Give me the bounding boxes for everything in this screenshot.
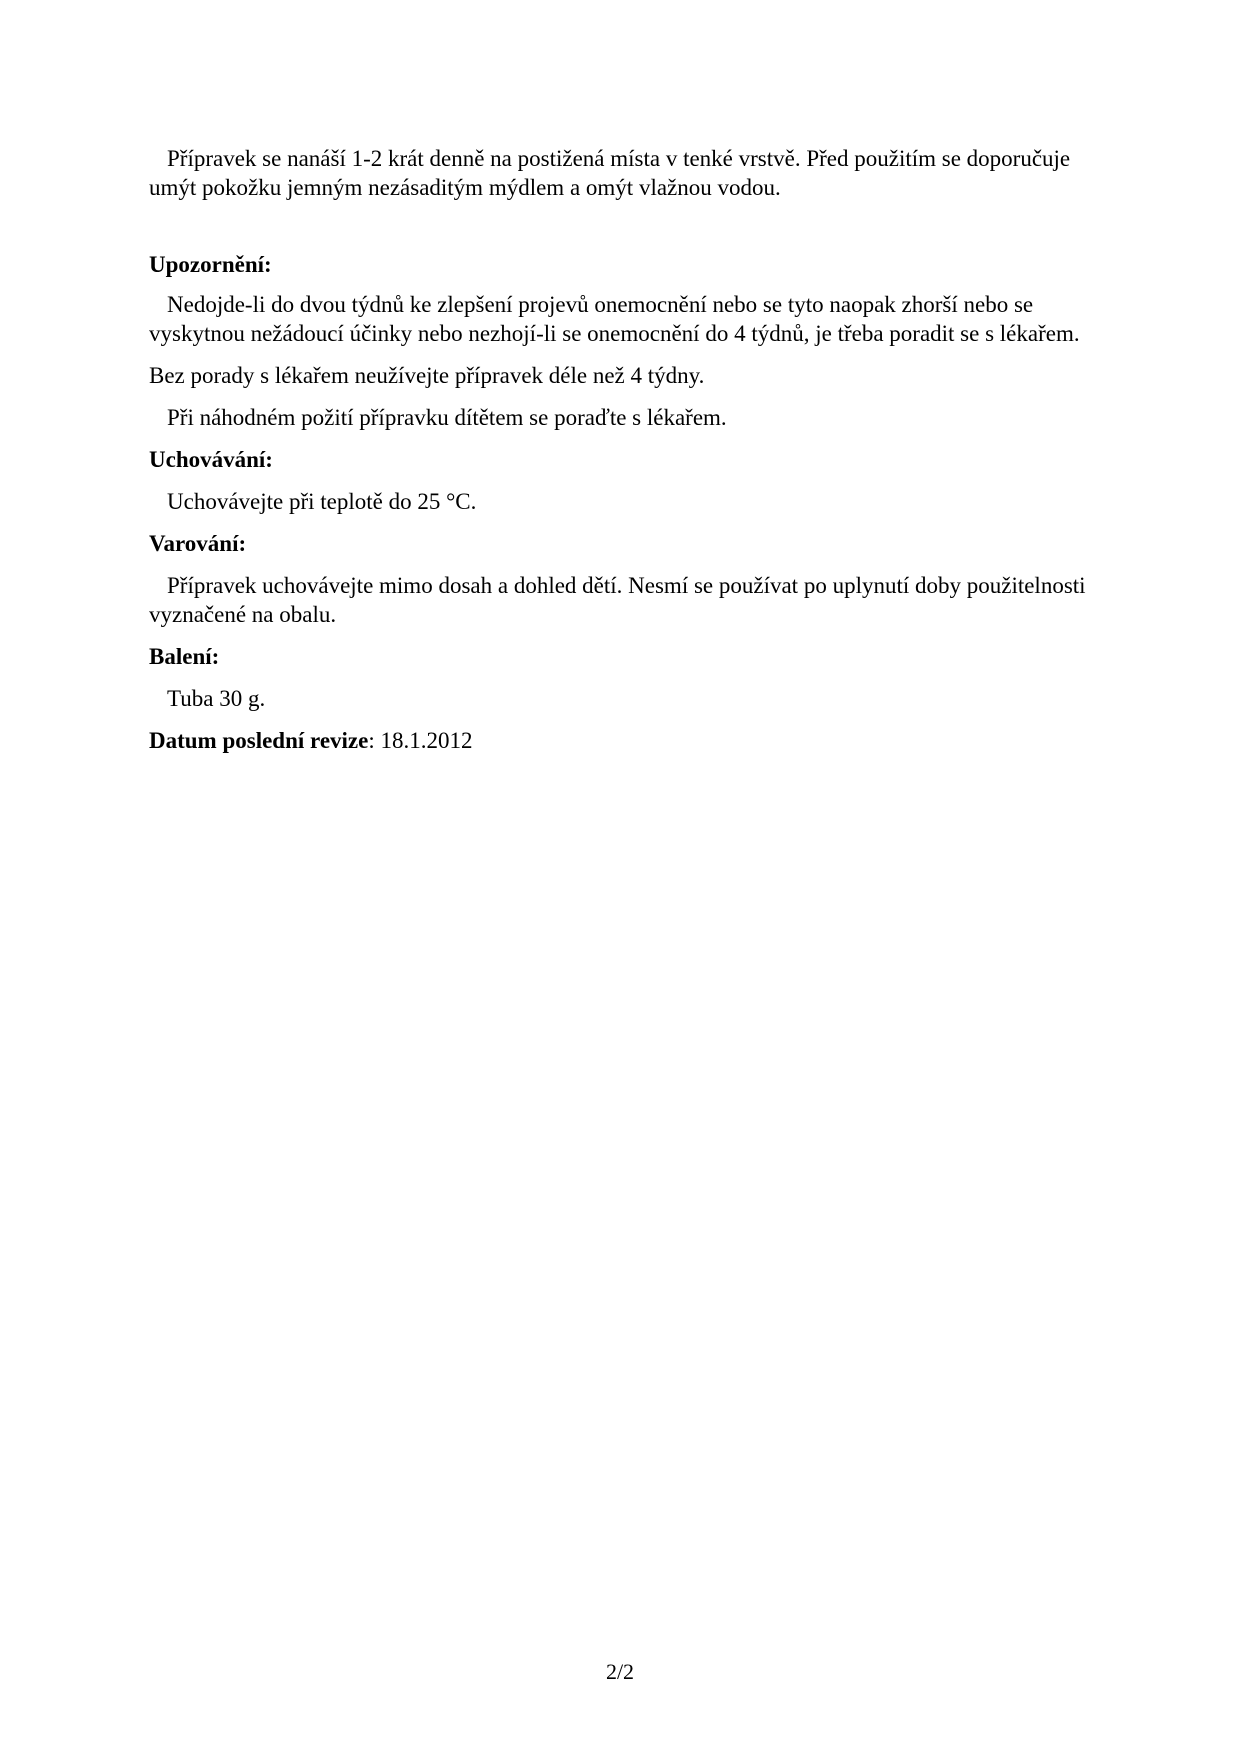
caution-text: Přípravek uchovávejte mimo dosah a dohled dětí. Nesmí se používat po uplynutí doby použitelnosti vyznačené na obalu.: [149, 573, 1086, 627]
page-number: 2/2: [605, 1659, 635, 1684]
revision-line: [149, 726, 1089, 755]
warning-paragraph-2: Bez porady s lékařem neužívejte přípravek déle než 4 týdny.: [149, 363, 705, 388]
dosage-instructions: Přípravek se nanáší 1-2 krát denně na postižená místa v tenké vrstvě. Před použitím se doporučuje umýt pokožku jemným nezásaditým mýdlem a omýt vlažnou vodou.: [149, 146, 1071, 200]
revision-separator: :: [368, 728, 375, 753]
revision-date: 18.1.2012: [380, 728, 473, 753]
packaging-heading: Balení:: [149, 644, 220, 669]
storage-heading: Uchovávání:: [149, 447, 273, 472]
document-body: [149, 144, 1089, 755]
revision-label: Datum poslední revize: [149, 728, 369, 753]
warning-paragraph-1: Nedojde-li do dvou týdnů ke zlepšení projevů onemocnění nebo se tyto naopak zhorší nebo se vyskytnou nežádoucí účinky nebo nezhojí-li se onemocnění do 4 týdnů, je třeba poradit se s lékařem.: [149, 292, 1080, 346]
packaging-text: Tuba 30 g.: [167, 686, 266, 711]
caution-heading: Varování:: [149, 531, 247, 556]
warning-heading: Upozornění:: [149, 252, 272, 277]
warning-paragraph-3: Při náhodném požití přípravku dítětem se poraďte s lékařem.: [167, 405, 727, 430]
storage-text: Uchovávejte při teplotě do 25 °C.: [167, 489, 477, 514]
